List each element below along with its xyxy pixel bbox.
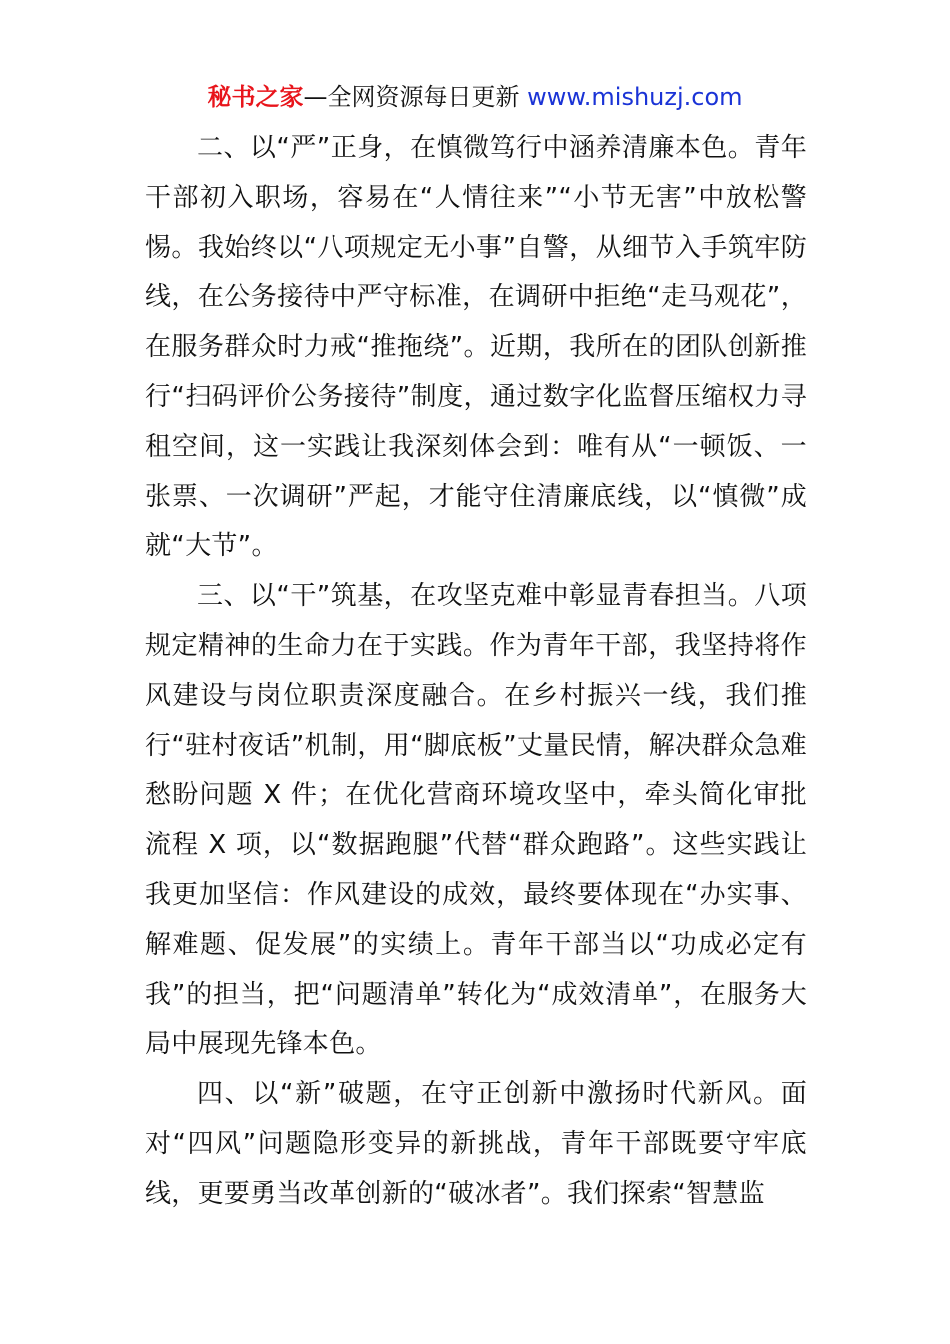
document-body (145, 124, 807, 1220)
site-url-link[interactable]: www.mishuzj.com (527, 83, 743, 111)
brand-name: 秘书之家 (207, 83, 304, 111)
paragraph-3: 三、以“干”筑基，在攻坚克难中彰显青春担当。八项规定精神的生命力在于实践。作为青年干部，我坚持将作风建设与岗位职责深度融合。在乡村振兴一线，我们推行“驻村夜话”机制，用“脚底板”丈量民情，解决群众急难愁盼问题 X 件；在优化营商环境攻坚中，牵头简化审批流程 X 项，以“数据跑腿”代替“群众跑路”。这些实践让我更加坚信：作风建设的成效，最终要体现在“办实事、解难题、促发展”的实绩上。青年干部当以“功成必定有我”的担当，把“问题清单”转化为“成效清单”，在服务大局中展现先锋本色。 (145, 581, 807, 1060)
site-header (0, 80, 950, 114)
paragraph-4: 四、以“新”破题，在守正创新中激扬时代新风。面对“四风”问题隐形变异的新挑战，青年干部既要守牢底线，更要勇当改革创新的“破冰者”。我们探索“智慧监 (145, 1079, 807, 1209)
paragraph-2: 二、以“严”正身，在慎微笃行中涵养清廉本色。青年干部初入职场，容易在“人情往来”“小节无害”中放松警惕。我始终以“八项规定无小事”自警，从细节入手筑牢防线，在公务接待中严守标准，在调研中拒绝“走马观花”，在服务群众时力戒“推拖绕”。近期，我所在的团队创新推行“扫码评价公务接待”制度，通过数字化监督压缩权力寻租空间，这一实践让我深刻体会到：唯有从“一顿饭、一张票、一次调研”严起，才能守住清廉底线，以“慎微”成就“大节”。 (145, 133, 807, 562)
header-tagline: —全网资源每日更新 (303, 83, 528, 111)
